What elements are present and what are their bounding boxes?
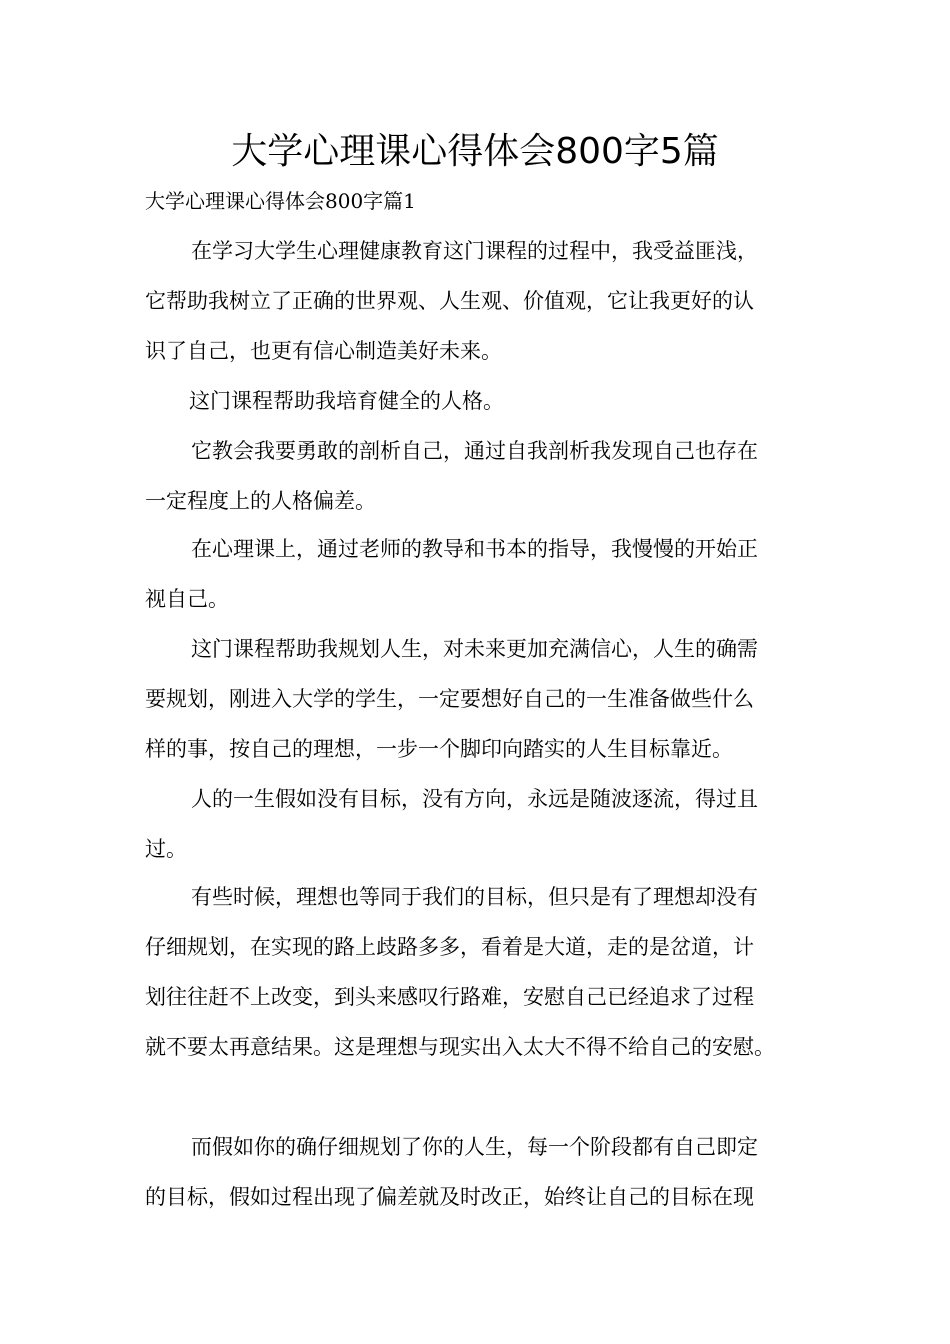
paragraph <box>145 774 810 874</box>
paragraph <box>145 426 810 526</box>
paragraph <box>145 872 810 1072</box>
paragraph <box>145 1122 810 1222</box>
paragraph-line: 仔细规划，在实现的路上歧路多多，看着是大道，走的是岔道，计 <box>145 935 754 959</box>
paragraph-line: 这门课程帮助我培育健全的人格。 <box>189 389 504 413</box>
paragraph-line: 一定程度上的人格偏差。 <box>145 489 376 513</box>
paragraph-line: 人的一生假如没有目标，没有方向，永远是随波逐流，得过且 <box>191 787 758 811</box>
paragraph-line: 的目标，假如过程出现了偏差就及时改正，始终让自己的目标在现 <box>145 1185 754 1209</box>
paragraph-line: 划往往赶不上改变，到头来感叹行路难，安慰自己已经追求了过程 <box>145 985 754 1009</box>
paragraph-line: 这门课程帮助我规划人生，对未来更加充满信心，人生的确需 <box>191 637 758 661</box>
paragraph-line: 过。 <box>145 837 187 861</box>
paragraph <box>145 376 810 426</box>
paragraph <box>145 524 810 624</box>
paragraph-line: 在学习大学生心理健康教育这门课程的过程中，我受益匪浅， <box>191 239 758 263</box>
paragraph-line: 它帮助我树立了正确的世界观、人生观、价值观，它让我更好的认 <box>145 289 754 313</box>
paragraph-line: 要规划，刚进入大学的学生，一定要想好自己的一生准备做些什么 <box>145 687 754 711</box>
paragraph <box>145 226 810 376</box>
paragraph-line: 识了自己，也更有信心制造美好未来。 <box>145 339 502 363</box>
paragraph-line: 样的事，按自己的理想，一步一个脚印向踏实的人生目标靠近。 <box>145 737 733 761</box>
paragraph <box>145 624 810 774</box>
document-title: 大学心理课心得体会800字5篇 <box>231 131 719 172</box>
paragraph-line: 而假如你的确仔细规划了你的人生，每一个阶段都有自己即定 <box>191 1135 758 1159</box>
paragraph-line: 有些时候，理想也等同于我们的目标，但只是有了理想却没有 <box>191 885 758 909</box>
section-heading: 大学心理课心得体会800字篇1 <box>145 189 416 213</box>
paragraph-line: 在心理课上，通过老师的教导和书本的指导，我慢慢的开始正 <box>191 537 758 561</box>
paragraph-line: 它教会我要勇敢的剖析自己，通过自我剖析我发现自己也存在 <box>191 439 758 463</box>
paragraph-line: 视自己。 <box>145 587 229 611</box>
paragraph-line: 就不要太再意结果。这是理想与现实出入太大不得不给自己的安慰。 <box>145 1035 775 1059</box>
